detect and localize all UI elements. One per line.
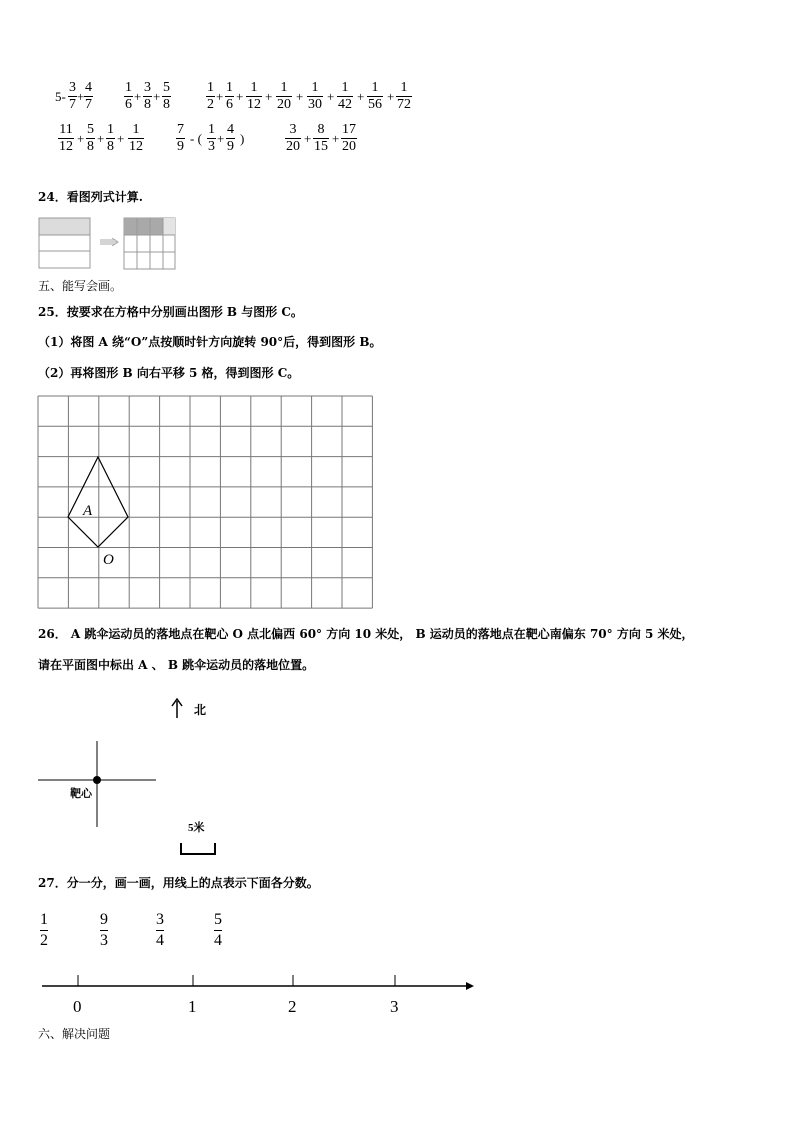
section-5-title: 五、能写会画。 — [38, 279, 123, 293]
axis-label: 2 — [288, 997, 297, 1016]
plus-sign: + — [134, 89, 142, 104]
fraction: 4 9 — [227, 122, 234, 154]
plus-sign: + — [327, 89, 335, 104]
fraction: 4 7 — [85, 80, 92, 112]
fraction: 1 2 — [207, 80, 214, 112]
fraction: 1 6 — [226, 80, 233, 112]
q26-diagram — [36, 695, 256, 860]
fraction: 17 20 — [342, 122, 356, 154]
question-25-step-1: （1）将图 A 绕“O”点按顺时针方向旋转 90°后，得到图形 B。 — [38, 335, 382, 349]
fraction: 1 3 — [208, 122, 215, 154]
question-27-title: 27．分一分，画一画，用线上的点表示下面各分数。 — [38, 876, 319, 890]
fraction: 5 8 — [163, 80, 170, 112]
fraction: 1 72 — [397, 80, 411, 112]
axis-label: 0 — [73, 997, 82, 1016]
expr-prefix: 5- — [55, 89, 66, 104]
question-26-line-2: 请在平面图中标出 A 、 B 跳伞运动员的落地位置。 — [38, 658, 315, 672]
q24-figure — [38, 217, 178, 271]
axis-label: 1 — [188, 997, 197, 1016]
minus-paren: - ( — [190, 131, 202, 146]
plus-sign: + — [217, 131, 225, 146]
axis-label: 3 — [390, 997, 399, 1016]
fraction: 1 8 — [107, 122, 114, 154]
fraction: 8 15 — [314, 122, 328, 154]
scale-label: 5米 — [188, 822, 205, 834]
fraction: 5 8 — [87, 122, 94, 154]
plus-sign: + — [236, 89, 244, 104]
question-25-title: 25．按要求在方格中分别画出图形 B 与图形 C。 — [38, 305, 303, 319]
fraction: 3 20 — [286, 122, 300, 154]
fraction: 3 7 — [69, 80, 76, 112]
plus-sign: + — [97, 131, 105, 146]
north-label: 北 — [194, 703, 207, 717]
fraction: 7 9 — [177, 122, 184, 154]
scale-bar — [181, 843, 215, 854]
fraction: 1 6 — [125, 80, 132, 112]
plus-sign: + — [77, 131, 85, 146]
number-line — [40, 970, 480, 1000]
number-line-arrow — [466, 982, 474, 990]
fraction: 11 12 — [59, 122, 73, 154]
fraction: 3 8 — [144, 80, 151, 112]
shape-a — [68, 457, 128, 547]
plus-sign: + — [117, 131, 125, 146]
plus-sign: + — [216, 89, 224, 104]
fraction: 5 4 — [214, 911, 222, 949]
target-label: 靶心 — [70, 788, 92, 800]
plus-sign: + — [357, 89, 365, 104]
fraction: 1 12 — [247, 80, 261, 112]
plus-sign: + — [387, 89, 395, 104]
fraction: 1 20 — [277, 80, 291, 112]
label-o: O — [103, 552, 114, 568]
fraction: 1 42 — [338, 80, 352, 112]
fraction: 3 4 — [156, 911, 164, 949]
fraction: 9 3 — [100, 911, 108, 949]
fraction: 1 2 — [40, 911, 48, 949]
plus-sign: + — [153, 89, 161, 104]
fraction: 1 12 — [129, 122, 143, 154]
plus-sign: + — [296, 89, 304, 104]
plus-sign: + — [77, 89, 85, 104]
question-24-title: 24．看图列式计算. — [38, 190, 143, 204]
close-paren: ) — [240, 131, 245, 146]
fraction: 1 56 — [368, 80, 382, 112]
plus-sign: + — [265, 89, 273, 104]
question-25-step-2: （2）再将图形 B 向右平移 5 格，得到图形 C。 — [38, 366, 300, 380]
question-26-line-1: 26． A 跳伞运动员的落地点在靶心 O 点北偏西 60° 方向 10 米处， B 运动员的落地点在靶心南偏东 70° 方向 5 米处， — [38, 627, 694, 641]
plus-sign: + — [332, 131, 340, 146]
plus-sign: + — [304, 131, 312, 146]
fraction: 1 30 — [308, 80, 322, 112]
section-6-title: 六、解决问题 — [38, 1027, 111, 1041]
target-center — [93, 776, 101, 784]
q25-grid — [37, 395, 374, 611]
label-a: A — [83, 503, 93, 519]
